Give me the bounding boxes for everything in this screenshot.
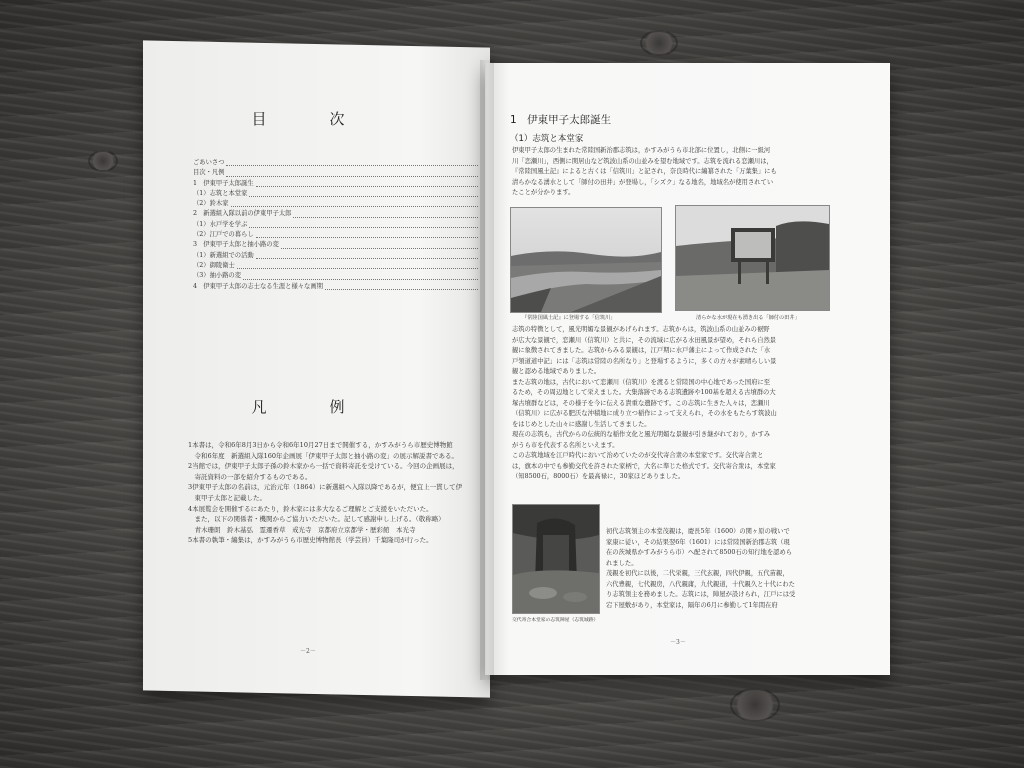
hanrei-line: 青木珊朗 鈴木基弘 霊遷香草 戒光寺 京都府立京都学・歴彩館 本光寺 (188, 525, 416, 534)
chapter-heading: 1 伊東甲子太郎誕生 (510, 114, 612, 126)
text-line: 現在の志筑も，古代からの伝統的な稲作文化と風光明媚な景観が引き継がれており，かすみ (512, 431, 771, 438)
text-line: 伊東甲子太郎の生まれた常陸国新治郡志筑は，かすみがうら市北部に位置し，北側に一級河 (512, 147, 771, 154)
hanrei-line: 4本展覧会を開催するにあたり，鈴木家には多大なるご理解とご支援をいただいた。 (188, 504, 433, 513)
text-line: は，旗本の中でも参勤交代を許された家柄で，大名に準じた格式です。交代寄合衆は，本堂家 (512, 462, 776, 470)
hanrei-line: 令和6年度 新選組入隊160年企画展「伊東甲子太郎と抽小路の変」の展示解説書である。 (188, 451, 459, 460)
text-line: （信筑川）に広がる肥沃な沖積地に成り立つ稲作によって支えられ，その水をもたらす筑波山 (512, 410, 777, 417)
toc-item: 3 伊東甲子太郎と抽小路の変 (193, 240, 478, 250)
text-line: が広大な景観で，恋瀬川（信筑川）と共に，その流域に広がる水田風景が望め，それら自然景 (512, 336, 777, 344)
toc-item: （1）新選組での活動 (193, 251, 478, 261)
text-line: （知8500石，8000石）を最高禄に，30家ほどありました。 (512, 473, 685, 480)
photo-caption: 交代寄合本堂家の志筑陣屋（志筑城跡） (512, 618, 599, 623)
hanrei-line: 3伊東甲子太郎の名前は，元治元年（1864）に新選組へ入隊以降であるが，便宜上一貫して伊 (188, 483, 463, 492)
toc-item: （1）志筑と本堂家 (193, 189, 478, 199)
page-number-left: －2－ (300, 648, 316, 655)
text-line: 『常陸国風土記』によると古くは「信筑川」と記され，奈良時代に編纂された「万葉集」にも (512, 168, 777, 175)
wood-knot (730, 688, 780, 722)
text-line: たことが分かります。 (512, 189, 575, 196)
photo-caption: 清らかな水が現在も湧き出る「師付の田井」 (696, 315, 800, 321)
toc-item: 目次・凡例 (193, 168, 478, 178)
hanrei-body (188, 440, 478, 546)
text-line: 宕下屋敷があり，本堂家は，隔年の6月に参勤して1年間在府 (606, 601, 778, 609)
body-paragraph (606, 527, 874, 611)
body-paragraph (512, 325, 874, 483)
book-gutter (480, 60, 494, 680)
text-line: 観と認める地域でありました。 (512, 368, 601, 375)
spring-photo (675, 205, 830, 311)
text-line: 家康に従い，その結果翌6年（1601）には常陸国新治郡志筑（現 (606, 538, 790, 546)
hanrei-line: 1本書は，令和6年8月3日から令和6年10月27日まで開催する，かすみがうら市歴史博物館 (188, 441, 453, 449)
text-line: 初代志筑領主の本堂茂親は，慶長5年（1600）の関ヶ原の戦いで (606, 528, 790, 535)
toc-item: ごあいさつ (193, 158, 478, 168)
hanrei-title: 凡 例 (251, 398, 369, 416)
river-photo (510, 207, 662, 313)
hanrei-line: 東甲子太郎と記載した。 (188, 493, 266, 502)
text-line: り志筑領主を務めました。志筑には，陣屋が設けられ，江戸には受 (606, 591, 796, 598)
toc-item: （3）抽小路の変 (193, 271, 478, 281)
hanrei-line: 5本書の執筆・編集は，かすみがうら市歴史博物館長（学芸員）千葉隆司が行った。 (188, 536, 433, 545)
wood-knot (88, 150, 118, 172)
text-line: るため，その周辺地として栄えました。大集落跡である志筑遺跡や100基を超える古墳群の大 (512, 389, 776, 396)
text-line: がうら市を代表する名所といえます。 (512, 441, 619, 449)
hanrei-line: また，以下の関係者・機関からご協力いただいた。記して感謝申し上げる。（敬称略） (188, 515, 445, 524)
toc-item: 1 伊東甲子太郎誕生 (193, 179, 478, 189)
wood-knot (640, 30, 678, 56)
text-line: 茂親を初代に以後，二代栄親，三代玄親，四代伊親，五代苗親， (606, 570, 789, 577)
monument-photo (512, 504, 600, 614)
toc-list (193, 158, 478, 292)
text-line: をはじめとした山々に感謝し生活してきました。 (512, 420, 651, 428)
photo-caption: 『常陸国風土記』に登場する「信筑川」 (522, 315, 616, 321)
toc-item: 2 新選組入隊以前の伊東甲子太郎 (193, 209, 478, 219)
text-line: 志筑の特徴として，風光明媚な景観があげられます。志筑からは，筑波山系の山並みの裾野 (512, 326, 770, 333)
text-line: 川「恋瀬川」，西側に関居山など筑波山系の山並みを望む地域です。志筑を流れる恋瀬川は， (512, 157, 773, 165)
toc-item: （2）江戸での暮らし (193, 230, 478, 240)
text-line: 清らかなる湧水として「師付の田井」が登場し，「シズク」なる地名，地域名が使用されてい (512, 178, 774, 186)
hanrei-line: 寄託資料の一部を紹介するものである。 (188, 472, 312, 481)
toc-item: 4 伊東甲子太郎の志士なる生涯と様々な画期 (193, 282, 478, 292)
text-line: この志筑地域を江戸時代において治めていたのが交代寄合衆の本堂家です。交代寄合衆と (512, 452, 764, 459)
left-page (143, 40, 490, 697)
hanrei-line: 2当館では，伊東甲子太郎子孫の鈴木家から一括で資料寄託を受けている。今回の企画展は， (188, 462, 459, 471)
text-line: れました。 (606, 559, 638, 567)
page-number-right: －3－ (670, 639, 686, 646)
text-line: 戸領道道中記」には「志筑は常陸の名所なり」と登場するように，多くの方々が素晴らしい景 (512, 357, 777, 365)
text-line: 観に象徴されてきました。志筑からみる景観は，江戸期に水戸藩主によって作成された「水 (512, 347, 771, 354)
text-line: 在の茨城県かすみがうら市）へ配されて8500石の知行地を認めら (606, 549, 793, 556)
intro-paragraph (512, 146, 874, 199)
section-heading: （1）志筑と本堂家 (510, 134, 584, 144)
text-line: 塚古墳群などは，その様子を今に伝える貴重な遺跡です。この志筑に生きた人々は，恋瀬川 (512, 399, 770, 407)
toc-title: 目 次 (251, 110, 369, 128)
toc-item: （2）鈴木家 (193, 199, 478, 209)
text-line: 六代豊親，七代親房，八代親庸，九代親道，十代親久と十代にわた (606, 580, 795, 588)
toc-item: （2）御陵衛士 (193, 261, 478, 271)
toc-item: （1）水戸学を学ぶ (193, 220, 478, 230)
text-line: また志筑の地は，古代において恋瀬川（信筑川）を渡ると常陸国の中心地であった国府に至 (512, 378, 771, 386)
